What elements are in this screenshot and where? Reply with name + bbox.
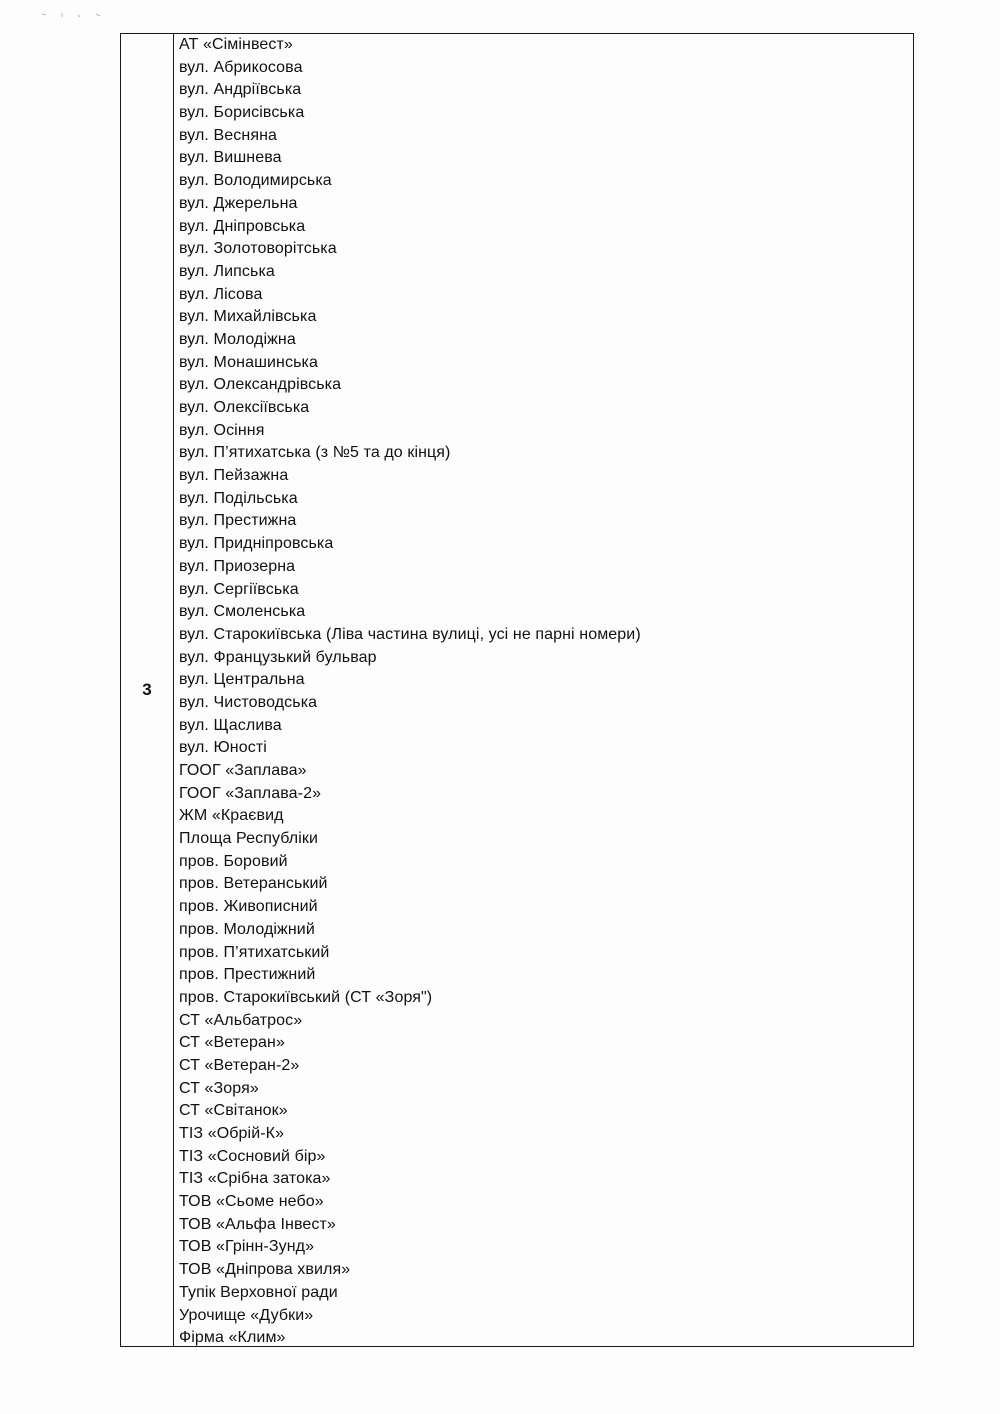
address-item: вул. Старокиївська (Ліва частина вулиці, усі не парні номери) bbox=[179, 625, 641, 643]
row-number-cell: 3 bbox=[142, 680, 152, 699]
address-item: вул. Борисівська bbox=[179, 104, 305, 122]
address-item: вул. Володимирська bbox=[179, 172, 332, 190]
address-item: вул. Центральна bbox=[179, 671, 305, 689]
address-item: ТОВ «Сьоме небо» bbox=[179, 1193, 324, 1211]
address-item: ГООГ «Заплава» bbox=[179, 762, 307, 779]
address-item: ГООГ «Заплава-2» bbox=[179, 784, 322, 802]
address-item: пров. Живописний bbox=[179, 898, 318, 916]
address-item: вул. Олександрівська bbox=[179, 376, 342, 394]
address-item: вул. Лісова bbox=[179, 285, 263, 303]
address-item: вул. Юності bbox=[179, 739, 267, 757]
address-item: вул. Смоленська bbox=[179, 603, 306, 621]
address-item: вул. Французький бульвар bbox=[179, 648, 377, 666]
address-item: вул. Михайлівська bbox=[179, 308, 317, 326]
address-item: ЖМ «Краєвид bbox=[179, 807, 284, 825]
address-item: пров. Молодіжний bbox=[179, 920, 315, 938]
address-item: вул. Подільська bbox=[179, 489, 298, 507]
address-item: СТ «Світанок» bbox=[179, 1102, 288, 1120]
address-item: вул. Андріївська bbox=[179, 81, 302, 99]
address-item: вул. Придніпровська bbox=[179, 535, 334, 553]
address-item: вул. П’ятихатська (з №5 та до кінця) bbox=[179, 444, 451, 462]
address-item: ТОВ «Грінн-Зунд» bbox=[179, 1238, 315, 1256]
address-item: вул. Сергіївська bbox=[179, 580, 299, 598]
address-item: вул. Пейзажна bbox=[179, 467, 289, 485]
address-item: пров. Боровий bbox=[179, 852, 288, 870]
address-item: Площа Республіки bbox=[179, 830, 319, 848]
address-item: вул. Дніпровська bbox=[179, 217, 306, 235]
address-item: вул. Весняна bbox=[179, 126, 278, 144]
address-item: пров. Старокиївський (СТ «Зоря") bbox=[179, 988, 433, 1006]
address-list bbox=[179, 34, 903, 1350]
address-item: вул. Джерельна bbox=[179, 194, 298, 212]
address-item: вул. Приозерна bbox=[179, 557, 296, 575]
address-item: вул. Монашинська bbox=[179, 353, 318, 371]
address-item: вул. Чистоводська bbox=[179, 693, 318, 711]
address-item: ТОВ «Альфа Інвест» bbox=[179, 1215, 336, 1233]
address-item: пров. Ветеранський bbox=[179, 875, 328, 893]
address-item: вул. Липська bbox=[179, 262, 275, 280]
address-item: Урочище «Дубки» bbox=[179, 1306, 314, 1324]
address-item: пров. П’ятихатський bbox=[179, 943, 330, 961]
column-divider bbox=[173, 34, 174, 1346]
address-item: вул. Щаслива bbox=[179, 716, 282, 734]
address-item: СТ «Ветеран» bbox=[179, 1034, 285, 1052]
address-item: вул. Золотоворітська bbox=[179, 240, 337, 258]
address-item: пров. Престижний bbox=[179, 966, 316, 984]
address-item: ТІЗ «Срібна затока» bbox=[179, 1170, 331, 1188]
address-item: ТОВ «Дніпрова хвиля» bbox=[179, 1261, 351, 1279]
address-item: СТ «Ветеран-2» bbox=[179, 1056, 300, 1074]
address-item: вул. Осіння bbox=[179, 421, 265, 439]
address-item: вул. Престижна bbox=[179, 512, 297, 530]
address-item: ТІЗ «Обрій-К» bbox=[179, 1125, 285, 1142]
address-item: СТ «Альбатрос» bbox=[179, 1011, 303, 1029]
address-item: вул. Молодіжна bbox=[179, 330, 296, 348]
address-item: Тупік Верховної ради bbox=[179, 1283, 338, 1301]
address-item: вул. Олексіївська bbox=[179, 399, 310, 416]
address-item: АТ «Сімінвест» bbox=[179, 36, 293, 53]
address-item: вул. Абрикосова bbox=[179, 58, 303, 76]
address-item: ТІЗ «Сосновий бір» bbox=[179, 1147, 326, 1165]
scan-artifact-marks bbox=[40, 10, 120, 24]
address-table bbox=[120, 33, 914, 1347]
address-item: вул. Вишнева bbox=[179, 149, 282, 167]
address-item: Фірма «Клим» bbox=[179, 1329, 286, 1347]
address-item: СТ «Зоря» bbox=[179, 1079, 259, 1097]
